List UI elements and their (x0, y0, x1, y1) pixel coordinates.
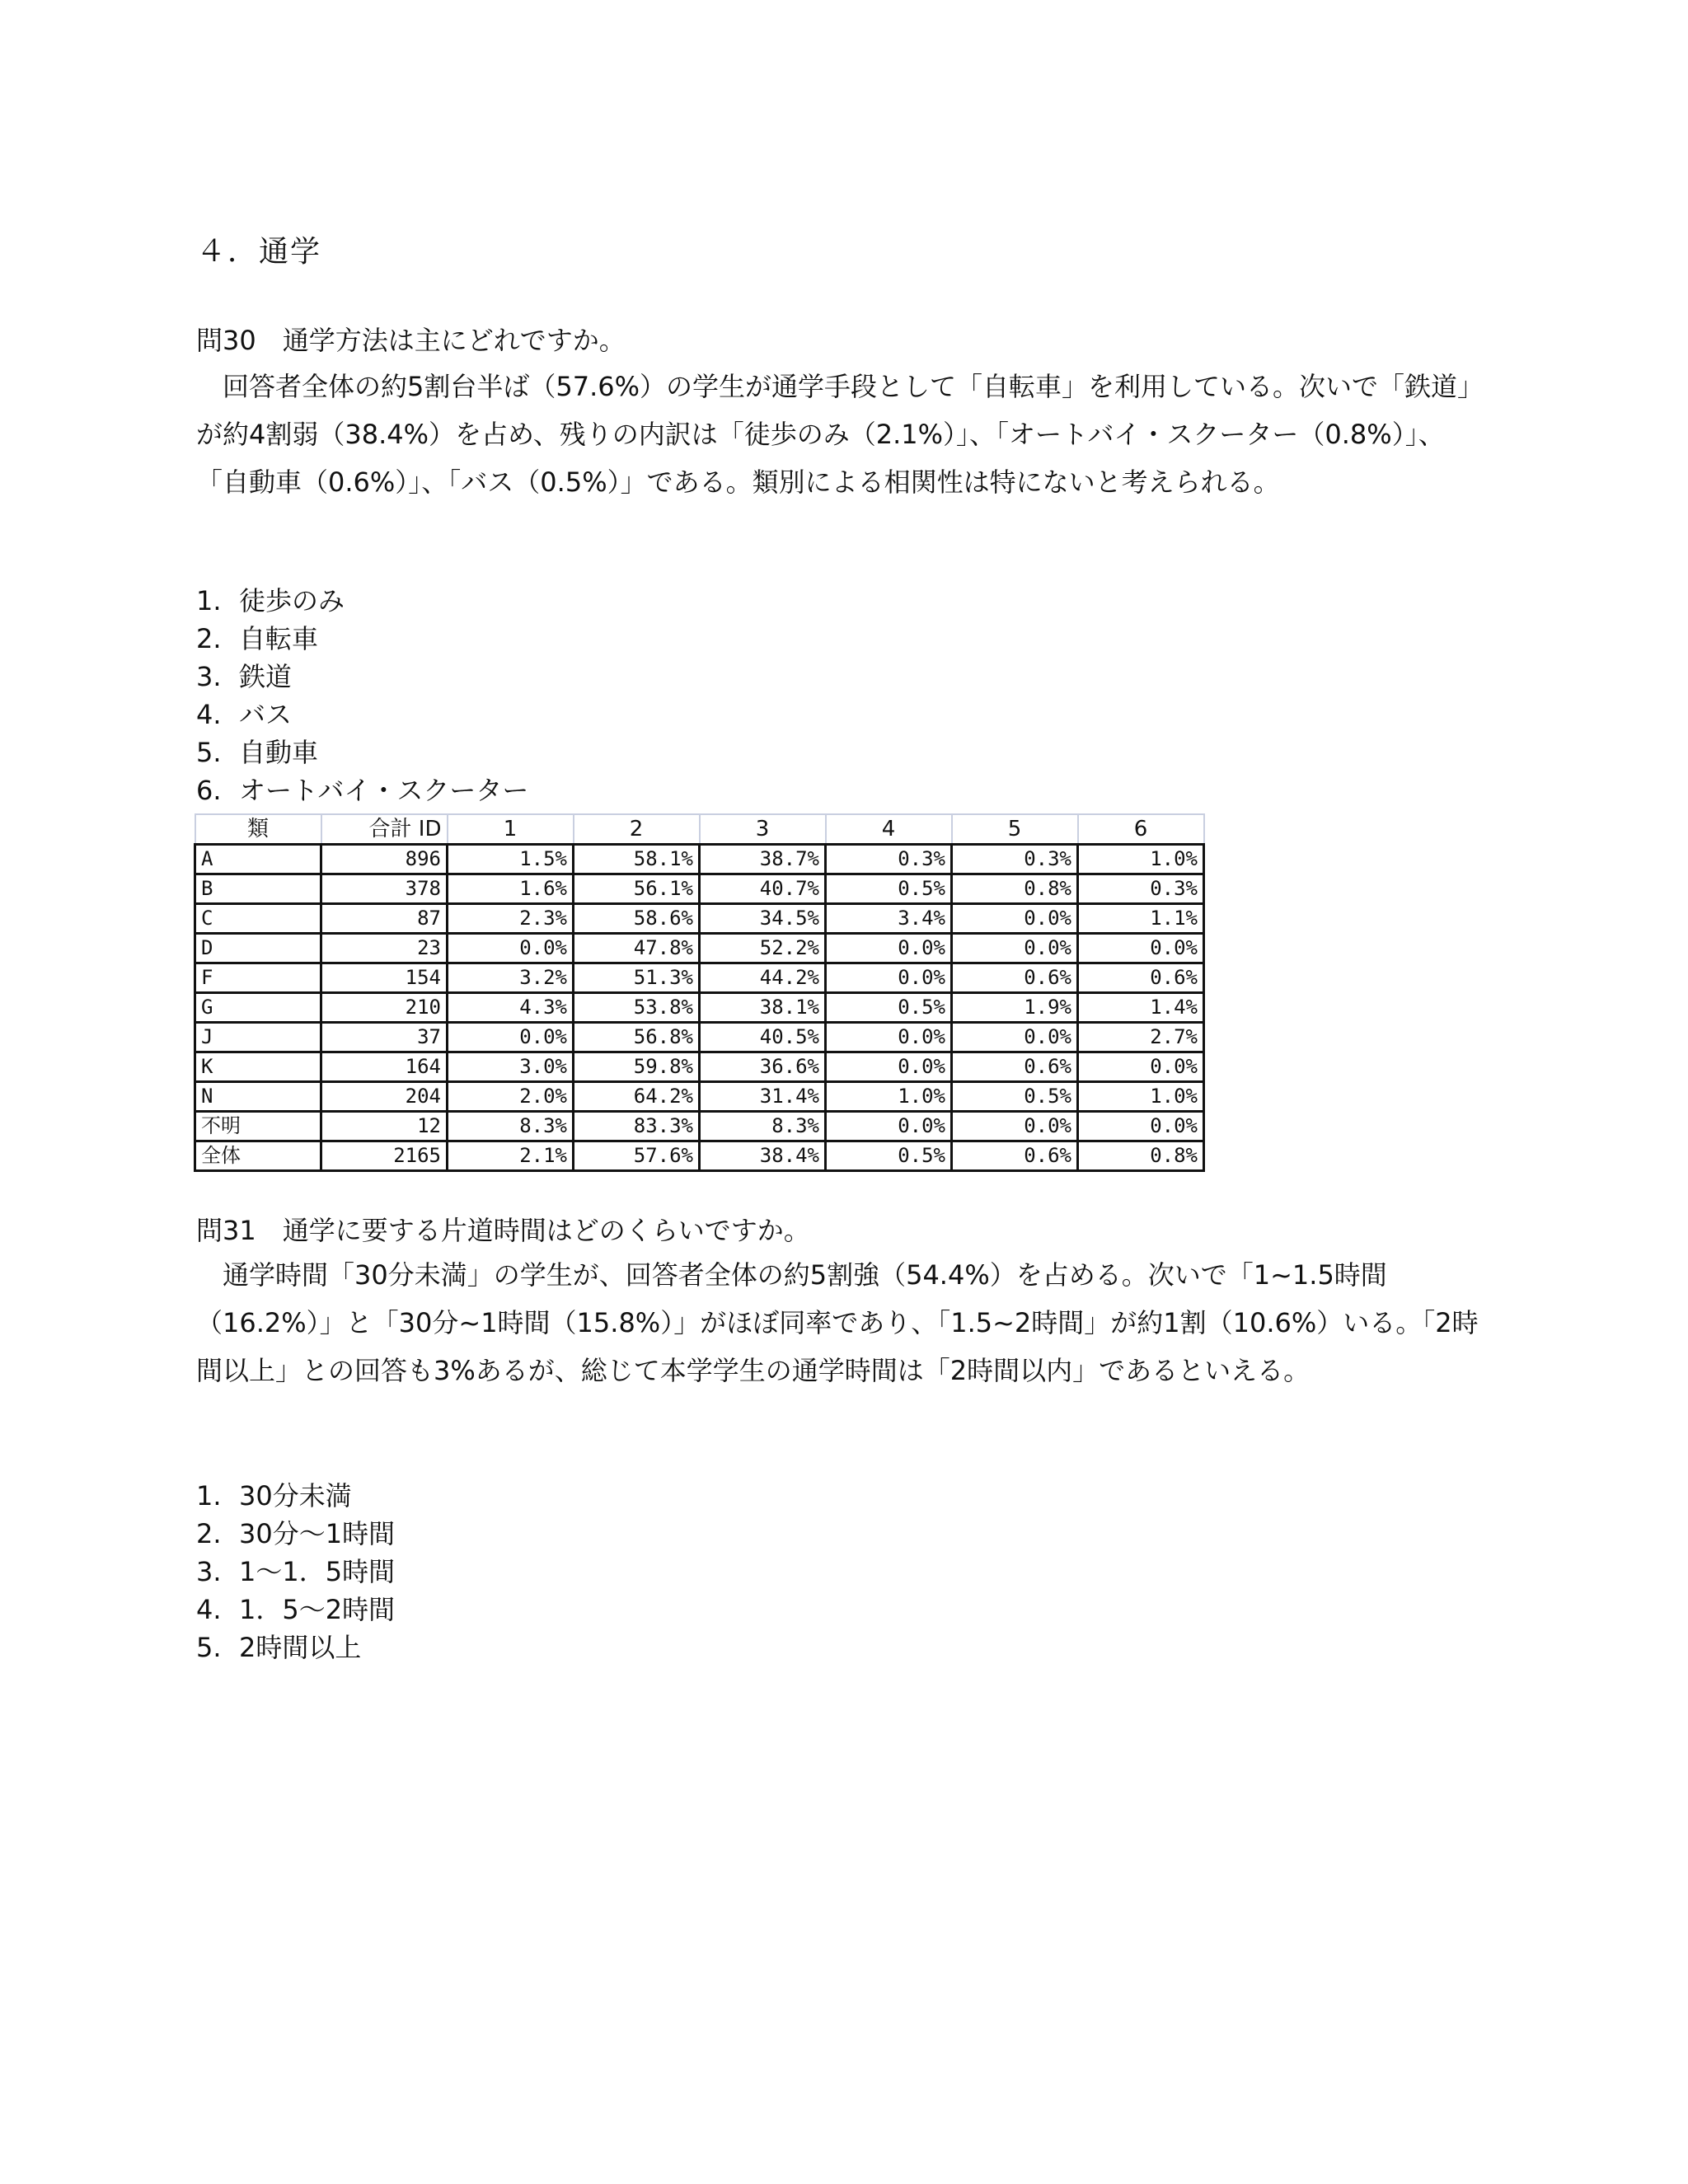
table-row (195, 963, 1204, 993)
row-percent-cell: 0.0% (952, 1112, 1078, 1141)
row-total-cell: 204 (321, 1082, 448, 1112)
row-percent-cell: 38.4% (700, 1141, 826, 1171)
option-label: 2時間以上 (239, 1632, 362, 1663)
row-percent-cell: 0.0% (826, 963, 952, 993)
row-total-cell: 87 (321, 904, 448, 934)
row-percent-cell: 0.0% (1078, 1052, 1204, 1082)
row-percent-cell: 1.6% (448, 874, 574, 904)
option-number: 2. (196, 623, 222, 654)
column-header: 類 (195, 814, 321, 845)
row-percent-cell: 51.3% (574, 963, 700, 993)
option-number: 5. (196, 737, 222, 768)
row-percent-cell: 57.6% (574, 1141, 700, 1171)
row-total-cell: 378 (321, 874, 448, 904)
row-category-cell: N (195, 1082, 321, 1112)
option-item (196, 1629, 395, 1666)
question-30-options (196, 582, 528, 809)
row-total-cell: 12 (321, 1112, 448, 1141)
row-percent-cell: 0.0% (826, 1052, 952, 1082)
row-percent-cell: 0.0% (448, 934, 574, 963)
row-percent-cell: 58.6% (574, 904, 700, 934)
row-category-cell: B (195, 874, 321, 904)
row-percent-cell: 58.1% (574, 845, 700, 874)
row-category-cell: F (195, 963, 321, 993)
column-header: 5 (952, 814, 1078, 845)
option-item (196, 1477, 395, 1515)
question-31-title: 問31 通学に要する片道時間はどのくらいですか。 (196, 1215, 810, 1246)
row-percent-cell: 56.8% (574, 1023, 700, 1052)
row-percent-cell: 0.0% (826, 934, 952, 963)
row-percent-cell: 0.0% (952, 1023, 1078, 1052)
row-percent-cell: 0.0% (448, 1023, 574, 1052)
row-percent-cell: 44.2% (700, 963, 826, 993)
option-number: 4. (196, 1594, 222, 1625)
row-percent-cell: 1.0% (1078, 1082, 1204, 1112)
column-header: 6 (1078, 814, 1204, 845)
option-number: 1. (196, 585, 222, 616)
row-percent-cell: 2.1% (448, 1141, 574, 1171)
row-percent-cell: 4.3% (448, 993, 574, 1023)
row-percent-cell: 8.3% (700, 1112, 826, 1141)
row-percent-cell: 40.7% (700, 874, 826, 904)
row-percent-cell: 31.4% (700, 1082, 826, 1112)
row-percent-cell: 40.5% (700, 1023, 826, 1052)
question-31-options (196, 1477, 395, 1666)
table-row (195, 1112, 1204, 1141)
row-percent-cell: 0.5% (826, 993, 952, 1023)
question-30-paragraph: 回答者全体の約5割台半ば（57.6%）の学生が通学手段として「自転車」を利用している。次いで「鉄道」が約4割弱（38.4%）を占め、残りの内訳は「徒歩のみ（2.1%）」、「オートバイ・スクーター（0.8%）」、「自動車（0.6%）」、「バス（0.5%）」である。類別による相関性は特にないと考えられる。 (196, 371, 1471, 498)
table-row (195, 904, 1204, 934)
table-row (195, 1141, 1204, 1171)
option-item (196, 582, 528, 620)
row-percent-cell: 0.3% (952, 845, 1078, 874)
row-category-cell: D (195, 934, 321, 963)
option-number: 4. (196, 699, 222, 730)
row-total-cell: 23 (321, 934, 448, 963)
row-percent-cell: 53.8% (574, 993, 700, 1023)
row-percent-cell: 59.8% (574, 1052, 700, 1082)
option-label: 自転車 (239, 623, 319, 654)
row-percent-cell: 1.1% (1078, 904, 1204, 934)
row-percent-cell: 8.3% (448, 1112, 574, 1141)
row-percent-cell: 36.6% (700, 1052, 826, 1082)
option-label: 徒歩のみ (239, 585, 345, 616)
row-category-cell: G (195, 993, 321, 1023)
row-percent-cell: 0.5% (952, 1082, 1078, 1112)
option-item (196, 1515, 395, 1553)
section-title: ４．通学 (196, 235, 322, 269)
row-percent-cell: 0.6% (952, 963, 1078, 993)
table-row (195, 874, 1204, 904)
row-percent-cell: 0.0% (826, 1112, 952, 1141)
option-number: 3. (196, 1556, 222, 1587)
row-percent-cell: 52.2% (700, 934, 826, 963)
row-percent-cell: 0.6% (952, 1052, 1078, 1082)
column-header: 1 (448, 814, 574, 845)
table-row (195, 1052, 1204, 1082)
question-30-title: 問30 通学方法は主にどれですか。 (196, 325, 626, 356)
table-row (195, 934, 1204, 963)
row-total-cell: 164 (321, 1052, 448, 1082)
row-percent-cell: 2.7% (1078, 1023, 1204, 1052)
column-header: 4 (826, 814, 952, 845)
row-category-cell: K (195, 1052, 321, 1082)
table-row (195, 1023, 1204, 1052)
option-label: オートバイ・スクーター (239, 775, 529, 806)
option-number: 6. (196, 775, 222, 806)
row-percent-cell: 1.0% (826, 1082, 952, 1112)
row-total-cell: 896 (321, 845, 448, 874)
row-percent-cell: 2.0% (448, 1082, 574, 1112)
row-percent-cell: 34.5% (700, 904, 826, 934)
commute-method-table (194, 813, 1205, 1172)
row-total-cell: 154 (321, 963, 448, 993)
option-number: 3. (196, 661, 222, 692)
column-header: 合計 ID (321, 814, 448, 845)
option-item (196, 1553, 395, 1591)
row-percent-cell: 3.2% (448, 963, 574, 993)
row-percent-cell: 0.3% (826, 845, 952, 874)
row-percent-cell: 2.3% (448, 904, 574, 934)
table-row (195, 993, 1204, 1023)
row-percent-cell: 0.0% (1078, 1112, 1204, 1141)
option-number: 1. (196, 1480, 222, 1511)
option-item (196, 771, 528, 809)
row-percent-cell: 56.1% (574, 874, 700, 904)
row-percent-cell: 0.6% (952, 1141, 1078, 1171)
table-header-row (195, 814, 1204, 845)
row-category-cell: C (195, 904, 321, 934)
row-total-cell: 210 (321, 993, 448, 1023)
question-31-paragraph: 通学時間「30分未満」の学生が、回答者全体の約5割強（54.4%）を占める。次いで「1~1.5時間（16.2%）」と「30分~1時間（15.8%）」がほぼ同率であり、「1.5~2時間」が約1割（10.6%）いる。「2時間以上」との回答も3%あるが、総じて本学学生の通学時間は「2時間以内」であるといえる。 (196, 1259, 1479, 1386)
row-percent-cell: 0.0% (1078, 934, 1204, 963)
row-percent-cell: 0.5% (826, 1141, 952, 1171)
row-percent-cell: 0.8% (952, 874, 1078, 904)
row-percent-cell: 0.5% (826, 874, 952, 904)
row-total-cell: 2165 (321, 1141, 448, 1171)
option-item (196, 658, 528, 696)
row-total-cell: 37 (321, 1023, 448, 1052)
row-percent-cell: 47.8% (574, 934, 700, 963)
option-label: 鉄道 (239, 661, 293, 692)
row-percent-cell: 0.3% (1078, 874, 1204, 904)
row-percent-cell: 0.8% (1078, 1141, 1204, 1171)
row-category-cell: A (195, 845, 321, 874)
option-item (196, 1591, 395, 1629)
row-percent-cell: 3.4% (826, 904, 952, 934)
row-category-cell: J (195, 1023, 321, 1052)
row-percent-cell: 1.0% (1078, 845, 1204, 874)
option-label: 1～1．5時間 (239, 1556, 396, 1587)
row-percent-cell: 1.4% (1078, 993, 1204, 1023)
option-label: 自動車 (239, 737, 319, 768)
option-label: 1．5～2時間 (239, 1594, 396, 1625)
row-percent-cell: 0.0% (826, 1023, 952, 1052)
option-number: 2. (196, 1518, 222, 1549)
option-item (196, 620, 528, 658)
row-percent-cell: 3.0% (448, 1052, 574, 1082)
option-item (196, 696, 528, 733)
row-percent-cell: 1.9% (952, 993, 1078, 1023)
table-row (195, 845, 1204, 874)
column-header: 2 (574, 814, 700, 845)
row-percent-cell: 38.1% (700, 993, 826, 1023)
option-number: 5. (196, 1632, 222, 1663)
table-body (195, 845, 1204, 1171)
row-percent-cell: 1.5% (448, 845, 574, 874)
row-category-cell: 全体 (195, 1141, 321, 1171)
option-label: 30分未満 (239, 1480, 352, 1511)
table-row (195, 1082, 1204, 1112)
option-label: バス (239, 699, 293, 730)
option-item (196, 733, 528, 771)
row-percent-cell: 64.2% (574, 1082, 700, 1112)
column-header: 3 (700, 814, 826, 845)
row-percent-cell: 38.7% (700, 845, 826, 874)
row-percent-cell: 0.0% (952, 934, 1078, 963)
row-percent-cell: 83.3% (574, 1112, 700, 1141)
row-percent-cell: 0.6% (1078, 963, 1204, 993)
row-category-cell: 不明 (195, 1112, 321, 1141)
option-label: 30分～1時間 (239, 1518, 396, 1549)
row-percent-cell: 0.0% (952, 904, 1078, 934)
